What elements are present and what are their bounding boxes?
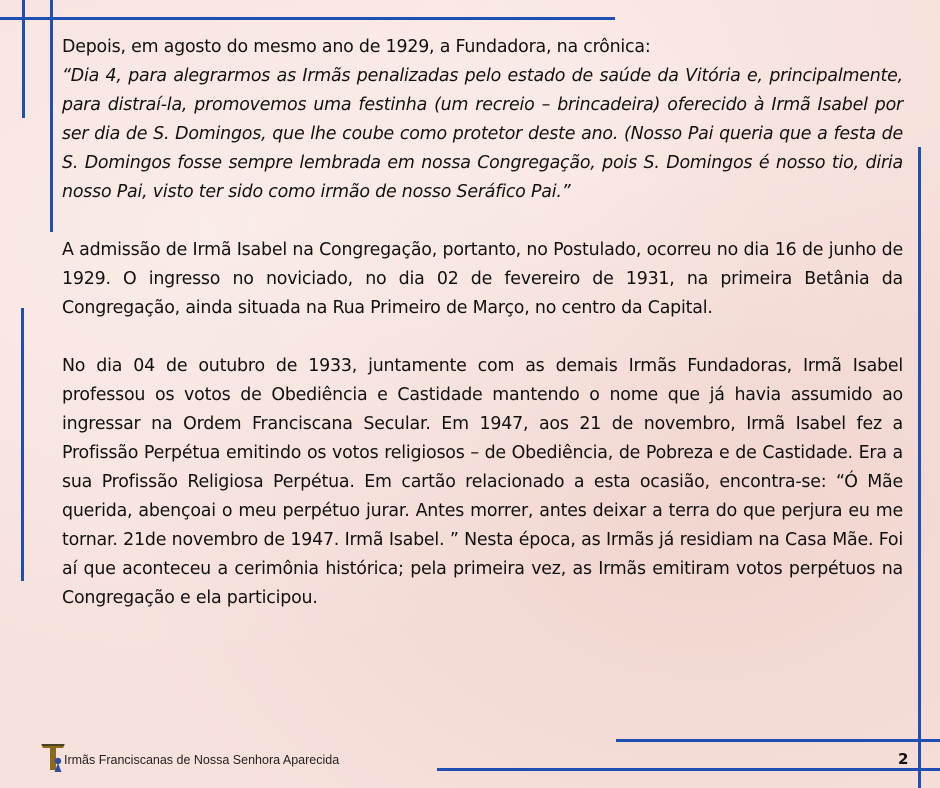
intro-paragraph xyxy=(62,33,903,207)
chronicle-quote: “Dia 4, para alegrarmos as Irmãs penalizadas pelo estado de saúde da Vitória e, principalmente, para distraí-la, promovemos uma festinha (um recreio – brincadeira) oferecido à Irmã Isabel por ser dia de S. Domingos, que lhe coube como protetor deste ano. (Nosso Pai queria que a festa de S. Domingos fosse sempre lembrada em nossa Congregação, pois S. Domingos é nosso tio, diria nosso Pai, visto ter sido como irmão de nosso Seráfico Pai.” xyxy=(62,66,903,202)
left-vertical-line xyxy=(21,308,24,581)
intro-sentence: Depois, em agosto do mesmo ano de 1929, a Fundadora, na crônica: xyxy=(62,37,651,57)
page-number: 2 xyxy=(898,750,909,768)
footer-organization-name: Irmãs Franciscanas de Nossa Senhora Aparecida xyxy=(64,753,340,767)
bottom-horizontal-line-upper xyxy=(616,739,940,742)
document-body xyxy=(62,33,903,613)
top-horizontal-line xyxy=(0,17,615,20)
profession-paragraph: No dia 04 de outubro de 1933, juntamente com as demais Irmãs Fundadoras, Irmã Isabel professou os votos de Obediência e Castidade mantendo o nome que já havia assumido ao ingressar na Ordem Franciscana Secular. Em 1947, aos 21 de novembro, Irmã Isabel fez a Profissão Perpétua emitindo os votos religiosos – de Obediência, de Pobreza e de Castidade. Era a sua Profissão Religiosa Perpétua. Em cartão relacionado a esta ocasião, encontra-se: “Ó Mãe querida, abençoai o meu perpétuo jurar. Antes morrer, antes deixar a terra do que perjura eu me tornar. 21de novembro de 1947. Irmã Isabel. ” Nesta época, as Irmãs já residiam na Casa Mãe. Foi aí que aconteceu a cerimônia histórica; pela primeira vez, as Irmãs emitiram votos perpétuos na Congregação e ela participou. xyxy=(62,356,903,608)
bottom-horizontal-line-lower xyxy=(437,768,940,771)
admission-paragraph: A admissão de Irmã Isabel na Congregação, portanto, no Postulado, ocorreu no dia 16 de junho de 1929. O ingresso no noviciado, no dia 02 de fevereiro de 1931, na primeira Betânia da Congregação, ainda situada na Rua Primeiro de Março, no centro da Capital. xyxy=(62,240,903,318)
top-left-vertical-line-inner xyxy=(50,0,53,232)
right-vertical-line xyxy=(918,147,921,788)
